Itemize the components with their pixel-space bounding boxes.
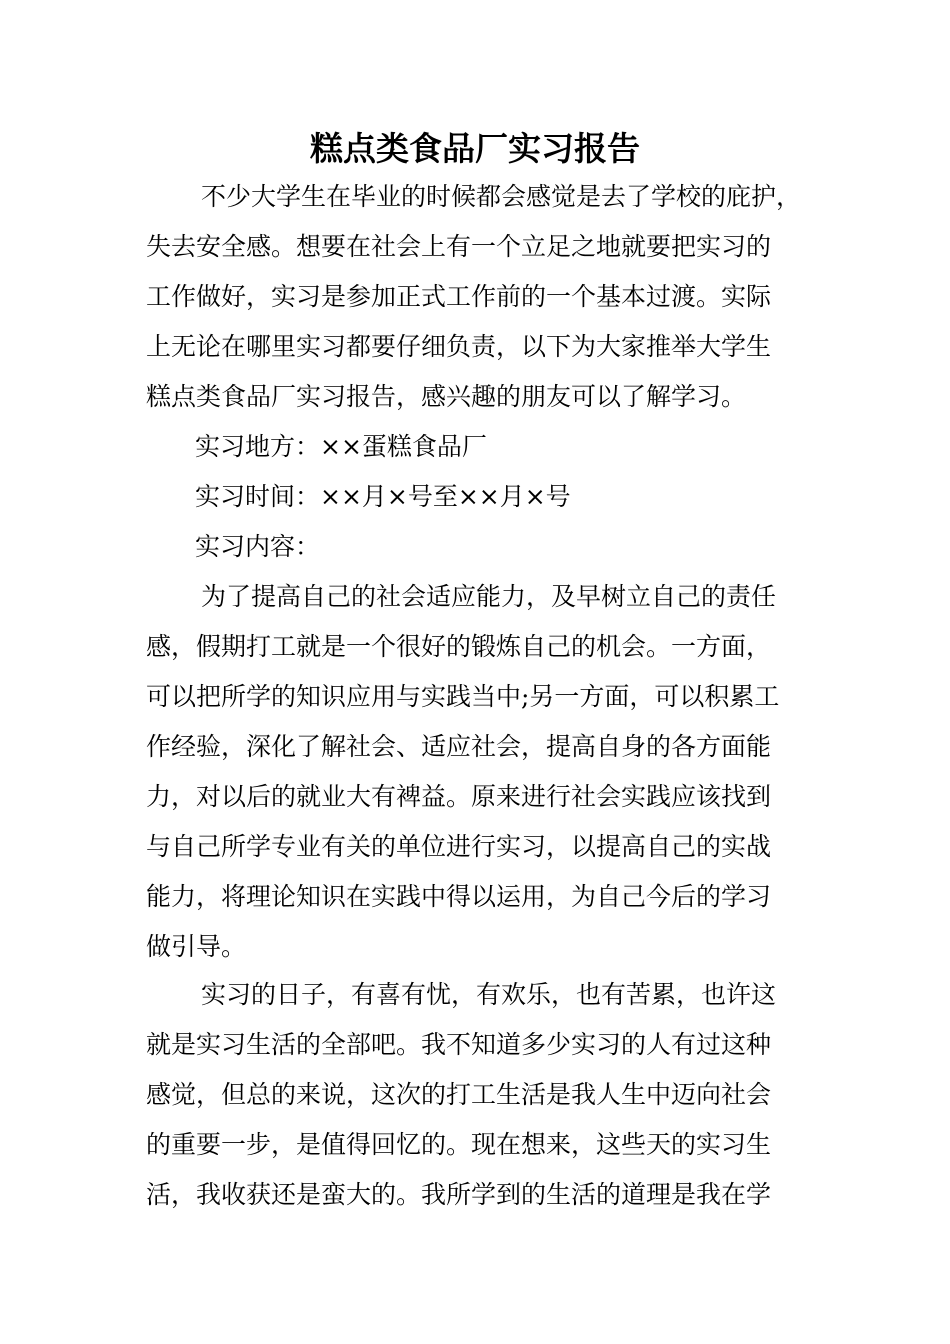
paragraph-line: 力，对以后的就业大有裨益。原来进行社会实践应该找到 xyxy=(146,782,772,811)
internship-time: 实习时间：××月×号至××月×号 xyxy=(195,482,571,511)
document-title: 糕点类食品厂实习报告 xyxy=(310,129,640,168)
internship-content-label: 实习内容： xyxy=(195,532,321,561)
paragraph-line: 与自己所学专业有关的单位进行实习，以提高自己的实战 xyxy=(146,832,772,861)
paragraph-line: 作经验，深化了解社会、适应社会，提高自身的各方面能 xyxy=(146,732,772,761)
paragraph-line: 不少大学生在毕业的时候都会感觉是去了学校的庇护， xyxy=(201,182,802,211)
paragraph-line: 感觉，但总的来说，这次的打工生活是我人生中迈向社会 xyxy=(146,1080,772,1109)
intro-paragraph xyxy=(146,172,808,422)
paragraph-line: 的重要一步，是值得回忆的。现在想来，这些天的实习生 xyxy=(146,1130,772,1159)
paragraph-line: 失去安全感。想要在社会上有一个立足之地就要把实习的 xyxy=(146,232,772,261)
body-paragraph-2 xyxy=(146,970,808,1220)
body-paragraph-1 xyxy=(146,572,808,972)
paragraph-line: 感，假期打工就是一个很好的锻炼自己的机会。一方面， xyxy=(146,632,772,661)
paragraph-line: 为了提高自己的社会适应能力，及早树立自己的责任 xyxy=(201,582,777,611)
paragraph-line: 工作做好，实习是参加正式工作前的一个基本过渡。实际 xyxy=(146,282,772,311)
internship-place: 实习地方：××蛋糕食品厂 xyxy=(195,432,487,461)
paragraph-line: 就是实习生活的全部吧。我不知道多少实习的人有过这种 xyxy=(146,1030,772,1059)
paragraph-line: 能力，将理论知识在实践中得以运用，为自己今后的学习 xyxy=(146,882,772,911)
paragraph-line: 可以把所学的知识应用与实践当中;另一方面，可以积累工 xyxy=(146,682,780,711)
paragraph-line: 实习的日子，有喜有忧，有欢乐，也有苦累，也许这 xyxy=(201,980,777,1009)
paragraph-line: 活，我收获还是蛮大的。我所学到的生活的道理是我在学 xyxy=(146,1180,772,1209)
paragraph-line: 做引导。 xyxy=(146,932,247,961)
paragraph-line: 上无论在哪里实习都要仔细负责，以下为大家推举大学生 xyxy=(146,332,772,361)
paragraph-line: 糕点类食品厂实习报告，感兴趣的朋友可以了解学习。 xyxy=(146,382,747,411)
internship-meta xyxy=(146,422,808,572)
